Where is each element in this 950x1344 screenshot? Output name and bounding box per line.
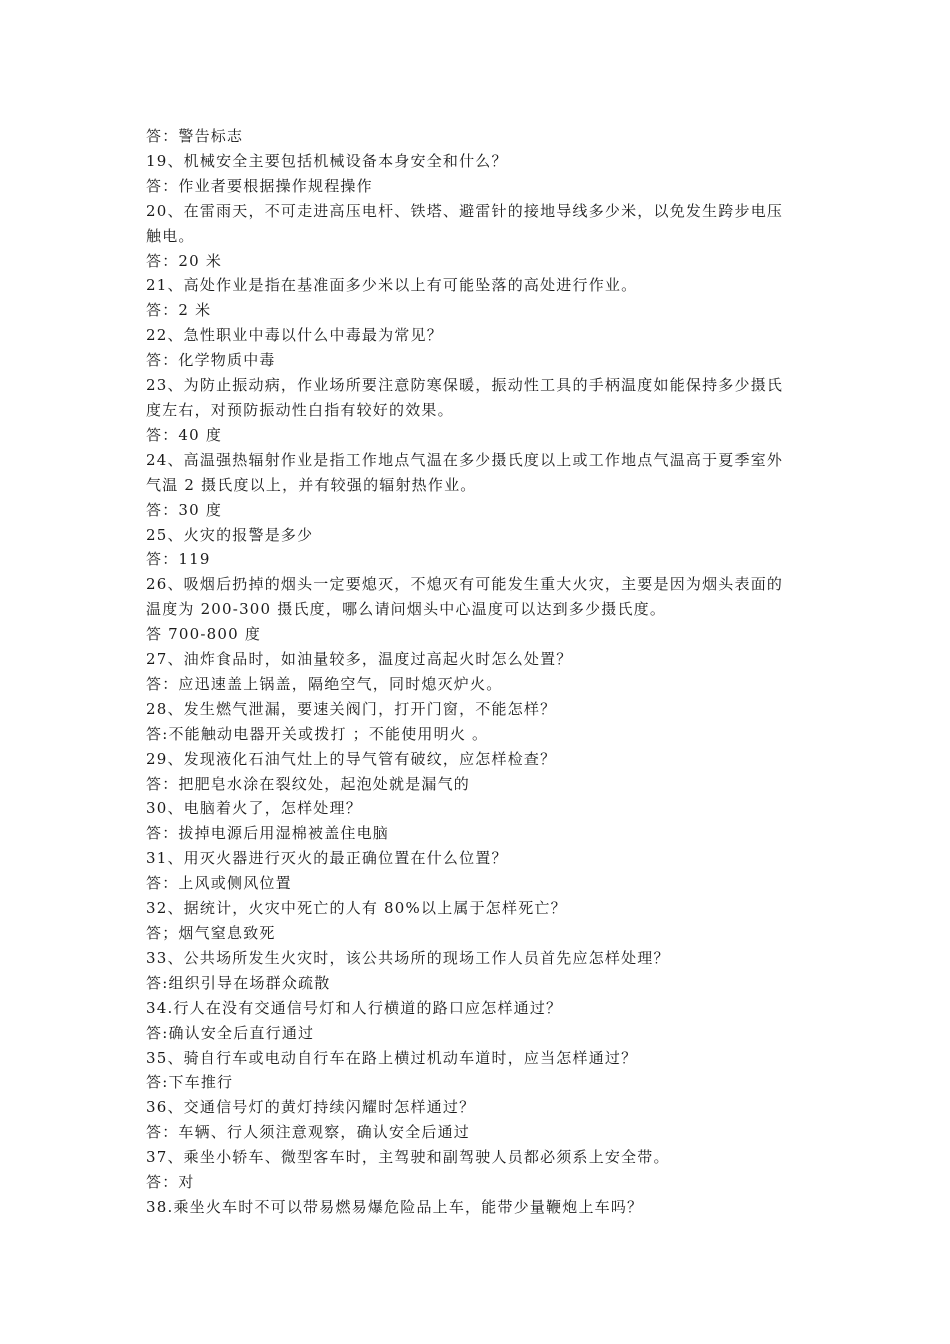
question-line: 33、公共场所发生火灾时，该公共场所的现场工作人员首先应怎样处理？: [146, 948, 670, 967]
question-line: 20、在雷雨天，不可走进高压电杆、铁塔、避雷针的接地导线多少米，以免发生跨步电压: [146, 201, 784, 220]
answer-line: 答；烟气窒息致死: [146, 924, 276, 942]
question-line: 30、电脑着火了，怎样处理？: [146, 799, 362, 818]
answer-line: 答:确认安全后直行通过: [146, 1023, 315, 1042]
answer-line: 答:组织引导在场群众疏散: [146, 973, 331, 992]
answer-line: 答：把肥皂水涂在裂纹处，起泡处就是漏气的: [146, 774, 471, 793]
question-line: 23、为防止振动病，作业场所要注意防寒保暖，振动性工具的手柄温度如能保持多少摄氏: [146, 376, 784, 395]
question-line: 21、高处作业是指在基准面多少米以上有可能坠落的高处进行作业。: [146, 276, 638, 295]
answer-line: 答：应迅速盖上锅盖，隔绝空气，同时熄灭炉火。: [146, 674, 503, 693]
answer-line: 答：作业者要根据操作规程操作: [146, 176, 373, 195]
question-line: 29、发现液化石油气灶上的导气管有破纹，应怎样检查？: [146, 749, 557, 768]
answer-line: 答：30 度: [146, 500, 223, 519]
qa-text-body: [146, 124, 826, 1220]
question-line: 22、急性职业中毒以什么中毒最为常见？: [146, 326, 443, 345]
answer-line: 答：119: [146, 550, 211, 569]
question-line: 38.乘坐火车时不可以带易燃易爆危险品上车，能带少量鞭炮上车吗？: [146, 1197, 644, 1216]
question-line: 35、骑自行车或电动自行车在路上横过机动车道时，应当怎样通过？: [146, 1048, 638, 1067]
question-line: 度左右，对预防振动性白指有较好的效果。: [146, 400, 454, 419]
answer-line: 答：化学物质中毒: [146, 351, 276, 370]
question-line: 19、机械安全主要包括机械设备本身安全和什么？: [146, 151, 508, 170]
question-line: 气温 2 摄氏度以上，并有较强的辐射热作业。: [146, 475, 477, 494]
question-line: 触电。: [146, 226, 195, 245]
answer-line: 答：车辆、行人须注意观察，确认安全后通过: [146, 1123, 471, 1142]
question-line: 26、吸烟后扔掉的烟头一定要熄灭，不熄灭有可能发生重大火灾，主要是因为烟头表面的: [146, 575, 784, 594]
answer-line: 答：2 米: [146, 301, 212, 320]
answer-line: 答：拔掉电源后用湿棉被盖住电脑: [146, 824, 390, 843]
question-line: 28、发生燃气泄漏，要速关阀门，打开门窗，不能怎样？: [146, 699, 557, 718]
question-line: 27、油炸食品时，如油量较多，温度过高起火时怎么处置？: [146, 650, 573, 669]
question-line: 31、用灭火器进行灭火的最正确位置在什么位置？: [146, 849, 508, 868]
question-line: 25、火灾的报警是多少: [146, 525, 314, 544]
answer-line: 答:下车推行: [146, 1073, 234, 1092]
answer-line: 答:不能触动电器开关或拨打 ；不能使用明火 。: [146, 724, 489, 743]
answer-line: 答：警告标志: [146, 127, 244, 145]
answer-line: 答：20 米: [146, 251, 223, 270]
question-line: 34.行人在没有交通信号灯和人行横道的路口应怎样通过？: [146, 998, 563, 1017]
answer-line: 答 700-800 度: [146, 625, 262, 644]
question-line: 37、乘坐小轿车、微型客车时，主驾驶和副驾驶人员都必须系上安全带。: [146, 1148, 670, 1167]
answer-line: 答：上风或侧风位置: [146, 874, 292, 893]
answer-line: 答：40 度: [146, 425, 223, 444]
question-line: 32、据统计，火灾中死亡的人有 80%以上属于怎样死亡？: [146, 899, 567, 918]
question-line: 24、高温强热辐射作业是指工作地点气温在多少摄氏度以上或工作地点气温高于夏季室外: [146, 450, 784, 469]
question-line: 温度为 200-300 摄氏度，哪么请问烟头中心温度可以达到多少摄氏度。: [146, 600, 667, 619]
question-line: 36、交通信号灯的黄灯持续闪耀时怎样通过？: [146, 1098, 476, 1117]
answer-line: 答：对: [146, 1173, 195, 1192]
